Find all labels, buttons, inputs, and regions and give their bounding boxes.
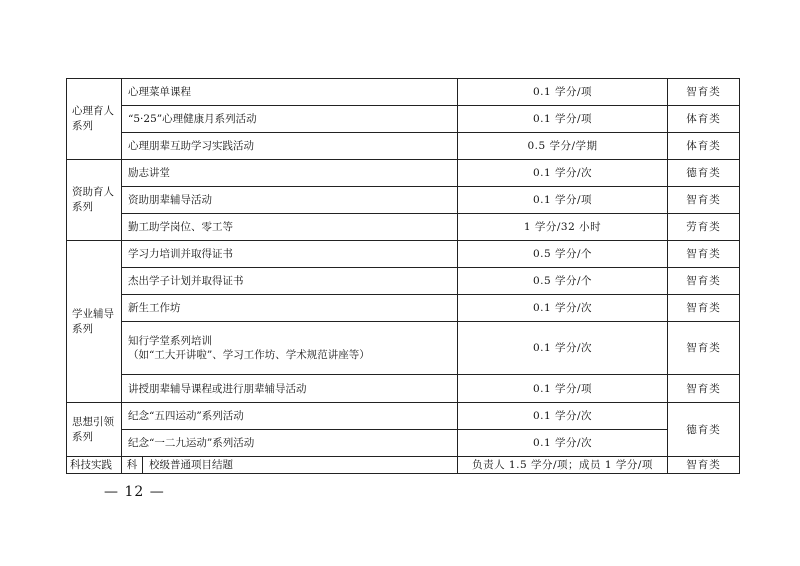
type-cell: 德育类 <box>668 403 740 457</box>
activity-cell: 励志讲堂 <box>122 160 458 187</box>
activity-cell: 讲授朋辈辅导课程或进行朋辈辅导活动 <box>122 375 458 403</box>
credit-cell: 0.5 学分/学期 <box>458 133 668 160</box>
credit-cell: 1 学分/32 小时 <box>458 214 668 241</box>
table-row <box>67 160 740 187</box>
activity-title: 知行学堂系列培训 <box>128 335 212 347</box>
table-row <box>67 241 740 268</box>
credit-cell: 负责人 1.5 学分/项；成员 1 学分/项 <box>458 457 668 474</box>
activity-cell: 纪念“五四运动”系列活动 <box>122 403 458 430</box>
activity-cell: 资助朋辈辅导活动 <box>122 187 458 214</box>
category-cell: 资助育人系列 <box>67 160 122 241</box>
type-cell: 体育类 <box>668 133 740 160</box>
type-cell: 智育类 <box>668 187 740 214</box>
category-cell: 心理育人系列 <box>67 79 122 160</box>
activity-cell: 校级普通项目结题 <box>143 457 458 474</box>
activity-cell: 学习力培训并取得证书 <box>122 241 458 268</box>
activity-cell: 杰出学子计划并取得证书 <box>122 268 458 295</box>
credit-cell: 0.5 学分/个 <box>458 268 668 295</box>
table-row <box>67 133 740 160</box>
table-row <box>67 106 740 133</box>
credit-cell: 0.1 学分/项 <box>458 375 668 403</box>
type-cell: 德育类 <box>668 160 740 187</box>
subcategory-cell: 科 <box>122 457 143 474</box>
table-row <box>67 457 740 474</box>
table-row <box>67 375 740 403</box>
type-cell: 智育类 <box>668 457 740 474</box>
table-row <box>67 79 740 106</box>
table-row <box>67 295 740 322</box>
table-row <box>67 322 740 375</box>
credit-cell: 0.1 学分/次 <box>458 403 668 430</box>
table-row <box>67 187 740 214</box>
credit-cell: 0.1 学分/次 <box>458 322 668 375</box>
type-cell: 劳育类 <box>668 214 740 241</box>
category-cell: 思想引领系列 <box>67 403 122 457</box>
credit-table <box>66 78 740 474</box>
activity-cell <box>122 322 458 375</box>
table-row <box>67 430 740 457</box>
type-cell: 智育类 <box>668 322 740 375</box>
credit-cell: 0.1 学分/项 <box>458 106 668 133</box>
activity-cell: 心理朋辈互助学习实践活动 <box>122 133 458 160</box>
type-cell: 智育类 <box>668 295 740 322</box>
credit-cell: 0.1 学分/次 <box>458 295 668 322</box>
activity-cell: 心理菜单课程 <box>122 79 458 106</box>
type-cell: 体育类 <box>668 106 740 133</box>
activity-cell: 新生工作坊 <box>122 295 458 322</box>
activity-cell: 纪念“一二九运动”系列活动 <box>122 430 458 457</box>
page-number: — 12 — <box>104 484 165 500</box>
type-cell: 智育类 <box>668 268 740 295</box>
activity-cell: “5·25”心理健康月系列活动 <box>122 106 458 133</box>
category-cell: 科技实践 <box>67 457 122 474</box>
type-cell: 智育类 <box>668 241 740 268</box>
type-cell: 智育类 <box>668 375 740 403</box>
credit-cell: 0.1 学分/项 <box>458 187 668 214</box>
credit-cell: 0.5 学分/个 <box>458 241 668 268</box>
credit-cell: 0.1 学分/项 <box>458 79 668 106</box>
activity-cell: 勤工助学岗位、零工等 <box>122 214 458 241</box>
category-cell: 学业辅导系列 <box>67 241 122 403</box>
table-row <box>67 214 740 241</box>
activity-note: （如“工大开讲啦”、学习工作坊、学术规范讲座等） <box>128 349 370 361</box>
table-row <box>67 403 740 430</box>
type-cell: 智育类 <box>668 79 740 106</box>
credit-cell: 0.1 学分/次 <box>458 160 668 187</box>
table-row <box>67 268 740 295</box>
credit-cell: 0.1 学分/次 <box>458 430 668 457</box>
